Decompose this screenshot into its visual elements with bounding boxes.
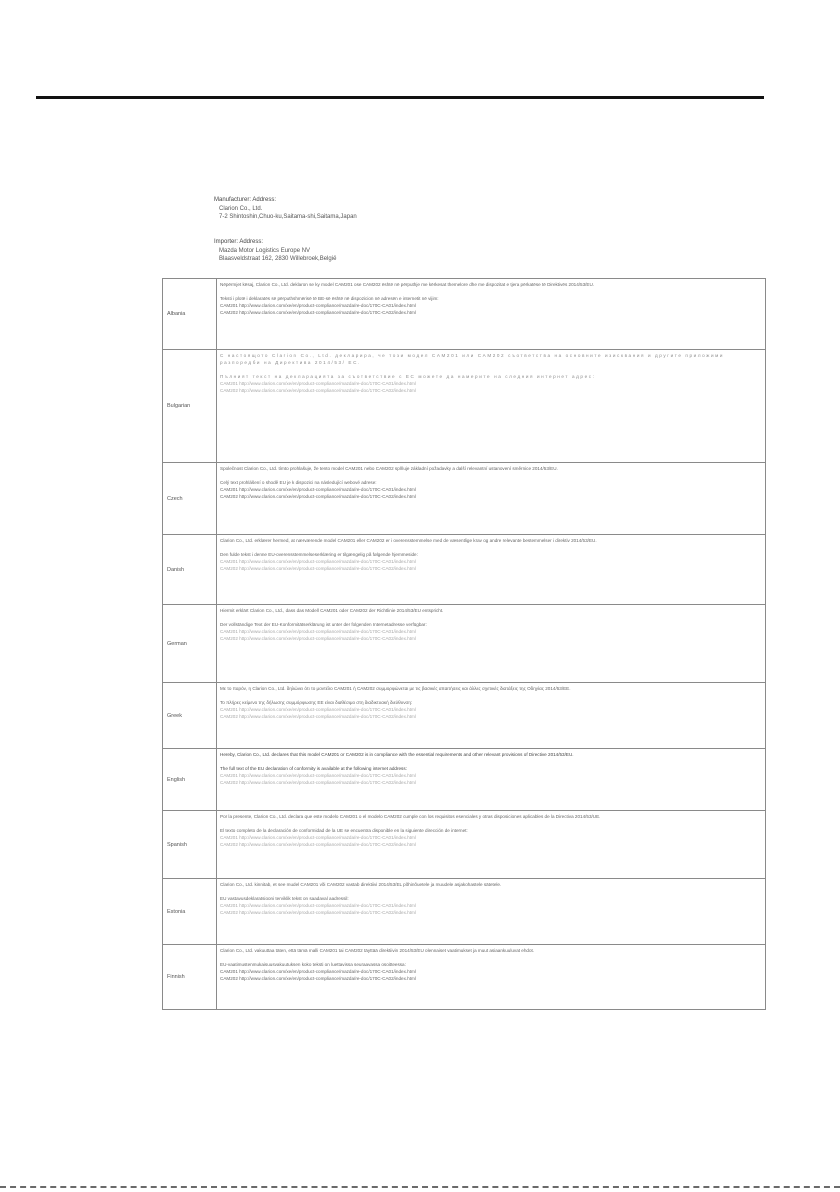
table-row (163, 463, 766, 535)
declaration-text (217, 683, 766, 749)
declaration-note: Το πλήρες κείμενο της δήλωσης συμμόρφωσης ΕΕ είναι διαθέσιμο στη διαδικτυακή διεύθυνση: (220, 700, 413, 705)
url-line-1: CAM201 http://www.clarion.com/xe/en/product-compliance/mazda/re-doc/170C-CA01/index.html (220, 773, 416, 778)
declaration-note: Teksti i plotë i deklaratës së përputhshmërisë të BE-së është në dispozicion në adresën e internetit në vijim: (220, 296, 439, 301)
url-line-2: CAM202 http://www.clarion.com/xe/en/product-compliance/mazda/re-doc/170C-CA02/index.html (220, 714, 416, 719)
language-label: Finnish (163, 945, 217, 1010)
url-line-1: CAM201 http://www.clarion.com/xe/en/product-compliance/mazda/re-doc/170C-CA01/index.html (220, 487, 416, 492)
url-line-2: CAM202 http://www.clarion.com/xe/en/product-compliance/mazda/re-doc/170C-CA02/index.html (220, 910, 416, 915)
url-line-1: CAM201 http://www.clarion.com/xe/en/product-compliance/mazda/re-doc/170C-CA01/index.html (220, 969, 416, 974)
declaration-note: Der vollständige Text der EU-Konformitätserklärung ist unter der folgenden Internetadresse verfügbar: (220, 622, 427, 627)
table-row (163, 350, 766, 463)
table-row (163, 811, 766, 879)
manufacturer-block (214, 196, 614, 222)
declaration-text (217, 605, 766, 683)
language-label: Albania (163, 279, 217, 350)
importer-address: Blaasveldstraat 162, 2830 Willebroek,België (219, 256, 337, 262)
declaration-text (217, 535, 766, 605)
declaration-statement: С настоящото Clarion Co., Ltd. декларира, че този модел CAM201 или CAM202 съответства на основните изисквания и другите приложими разпоредби на Директива 2014/53/ ЕС. (220, 353, 725, 365)
url-line-1: CAM201 http://www.clarion.com/xe/en/product-compliance/mazda/re-doc/170C-CA01/index.html (220, 629, 416, 634)
scan-edge (0, 1186, 840, 1188)
declaration-note: Пълният текст на декларацията за съответствие с ЕС можете да намерите на следния интернет адрес: (220, 374, 596, 379)
declaration-statement: Por la presente, Clarion Co., Ltd. declara que este modelo CAM201 o el modelo CAM202 cumple con los requisitos esenciales y otras disposiciones aplicables de la Directiva 2014/53/UE. (220, 814, 601, 819)
importer-heading: Importer: Address: (214, 239, 264, 245)
declaration-statement: Clarion Co., Ltd. vakuuttaa täten, että tämä malli CAM201 tai CAM202 täyttää direktiivin 2014/53/EU olennaiset vaatimukset ja muut asiaankuuluvat ehdot. (220, 948, 535, 953)
declaration-text (217, 279, 766, 350)
importer-block (214, 238, 614, 264)
url-line-2: CAM202 http://www.clarion.com/xe/en/product-compliance/mazda/re-doc/170C-CA02/index.html (220, 566, 416, 571)
table-row (163, 683, 766, 749)
url-line-2: CAM202 http://www.clarion.com/xe/en/product-compliance/mazda/re-doc/170C-CA02/index.html (220, 780, 416, 785)
declaration-text (217, 350, 766, 463)
url-line-2: CAM202 http://www.clarion.com/xe/en/product-compliance/mazda/re-doc/170C-CA02/index.html (220, 842, 416, 847)
declaration-note: EU-vaatimustenmukaisuusvakuutuksen koko teksti on luettavissa seuraavassa osoitteessa: (220, 962, 406, 967)
declaration-note: EU vastavusdeklaratsiooni terviklik tekst on saadaval aadressil: (220, 896, 349, 901)
url-line-1: CAM201 http://www.clarion.com/xe/en/product-compliance/mazda/re-doc/170C-CA01/index.html (220, 707, 416, 712)
table-row (163, 279, 766, 350)
declaration-note: El texto completo de la declaración de conformidad de la UE se encuentra disponible en la siguiente dirección de internet: (220, 828, 468, 833)
url-line-1: CAM201 http://www.clarion.com/xe/en/product-compliance/mazda/re-doc/170C-CA01/index.html (220, 835, 416, 840)
language-label: Bulgarian (163, 350, 217, 463)
table-row (163, 945, 766, 1010)
declaration-statement: Με το παρόν, η Clarion Co., Ltd. δηλώνει ότι το μοντέλο CAM201 ή CAM202 συμμορφώνεται με τις βασικές απαιτήσεις και άλλες σχετικές διατάξεις της Οδηγίας 2014/53/ΕΕ. (220, 686, 571, 691)
url-line-2: CAM202 http://www.clarion.com/xe/en/product-compliance/mazda/re-doc/170C-CA02/index.html (220, 636, 416, 641)
declaration-text (217, 749, 766, 811)
url-line-2: CAM202 http://www.clarion.com/xe/en/product-compliance/mazda/re-doc/170C-CA02/index.html (220, 388, 416, 393)
url-line-1: CAM201 http://www.clarion.com/xe/en/product-compliance/mazda/re-doc/170C-CA01/index.html (220, 559, 416, 564)
declaration-statement: Hiermit erklärt Clarion Co., Ltd., dass das Modell CAM201 oder CAM202 der Richtlinie 2014/53/EU entspricht. (220, 608, 444, 613)
declaration-statement: Nëpërmjet kësaj, Clarion Co., Ltd. deklaron se ky model CAM201 ose CAM202 është në përputhje me kërkesat themelore dhe me dispozitat e tjera përkatëse të Direktivës 2014/53/EU. (220, 282, 595, 287)
declaration-statement: Clarion Co., Ltd. erklærer hermed, at nærværende model CAM201 eller CAM202 er i overensstemmelse med de væsentlige krav og andre relevante bestemmelser i direktiv 2014/53/EU. (220, 538, 597, 543)
url-line-1: CAM201 http://www.clarion.com/xe/en/product-compliance/mazda/re-doc/170C-CA01/index.html (220, 303, 416, 308)
table-row (163, 605, 766, 683)
declaration-note: The full text of the EU declaration of conformity is available at the following internet address: (220, 766, 407, 771)
language-label: Spanish (163, 811, 217, 879)
declaration-text (217, 945, 766, 1010)
table-row (163, 879, 766, 945)
language-label: Estonia (163, 879, 217, 945)
declaration-text (217, 879, 766, 945)
table-row (163, 535, 766, 605)
language-label: German (163, 605, 217, 683)
manufacturer-address: 7-2 Shintoshin,Chuo-ku,Saitama-shi,Saitama,Japan (219, 214, 357, 220)
language-label: Czech (163, 463, 217, 535)
url-line-1: CAM201 http://www.clarion.com/xe/en/product-compliance/mazda/re-doc/170C-CA01/index.html (220, 381, 416, 386)
url-line-2: CAM202 http://www.clarion.com/xe/en/product-compliance/mazda/re-doc/170C-CA02/index.html (220, 310, 416, 315)
language-label: Danish (163, 535, 217, 605)
declaration-table (162, 278, 766, 1010)
declaration-note: Celý text prohlášení o shodě EU je k dispozici na následující webové adrese: (220, 480, 377, 485)
url-line-2: CAM202 http://www.clarion.com/xe/en/product-compliance/mazda/re-doc/170C-CA02/index.html (220, 976, 416, 981)
url-line-2: CAM202 http://www.clarion.com/xe/en/product-compliance/mazda/re-doc/170C-CA02/index.html (220, 494, 416, 499)
table-row (163, 749, 766, 811)
declaration-statement: Hereby, Clarion Co., Ltd. declares that this model CAM201 or CAM202 is in compliance with the essential requirements and other relevant provisions of Directive 2014/53/EU. (220, 752, 574, 757)
declaration-statement: Clarion Co., Ltd. kinnitab, et see mudel CAM201 või CAM202 vastab direktiivi 2014/53/EL põhinõuetele ja muudele asjakohastele sätetele. (220, 882, 502, 887)
declaration-text (217, 811, 766, 879)
manufacturer-name: Clarion Co., Ltd. (219, 205, 263, 212)
importer-name: Mazda Motor Logistics Europe NV (219, 247, 311, 254)
language-label: Greek (163, 683, 217, 749)
declaration-text (217, 463, 766, 535)
declaration-note: Den fulde tekst i denne EU-overensstemmelseserklæring er tilgængelig på følgende hjemmeside: (220, 552, 418, 557)
manufacturer-heading: Manufacturer: Address: (214, 197, 277, 203)
header-rule (36, 96, 764, 99)
url-line-1: CAM201 http://www.clarion.com/xe/en/product-compliance/mazda/re-doc/170C-CA01/index.html (220, 903, 416, 908)
language-label: English (163, 749, 217, 811)
declaration-statement: Společnost Clarion Co., Ltd. tímto prohlašuje, že tento model CAM201 nebo CAM202 splňuje základní požadavky a další relevantní ustanovení směrnice 2014/53/EU. (220, 466, 558, 471)
